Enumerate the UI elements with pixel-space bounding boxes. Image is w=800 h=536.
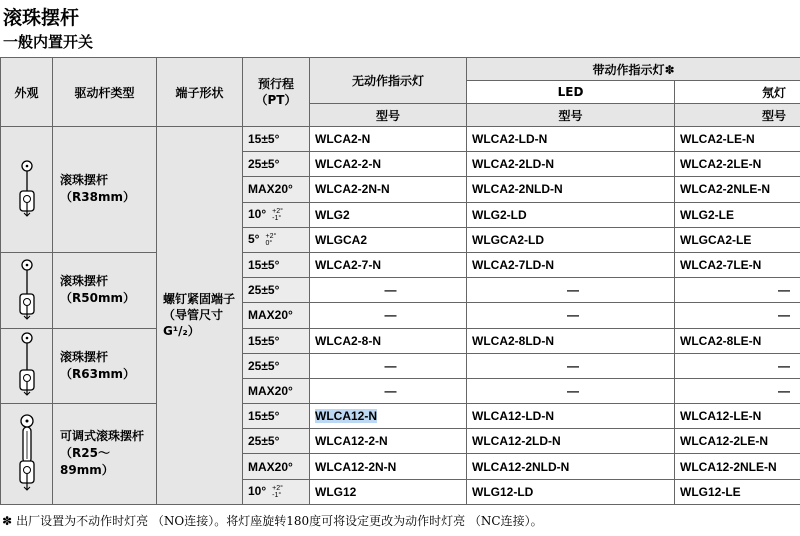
- model-led: [467, 479, 675, 504]
- model-led: [467, 353, 675, 378]
- lever-name: 滚珠摆杆: [60, 349, 109, 364]
- model-neon: [675, 454, 800, 479]
- model-no: [310, 454, 467, 479]
- pretravel-cell: [243, 378, 310, 403]
- header-model-neon: 型号: [675, 104, 800, 127]
- model-neon: [675, 252, 800, 277]
- lever-radius: （R63mm）: [60, 366, 135, 381]
- pretravel-tolerance: [265, 233, 276, 247]
- pretravel-value: MAX20°: [248, 182, 293, 197]
- pretravel-cell: [243, 353, 310, 378]
- pretravel-value: MAX20°: [248, 308, 293, 323]
- lever-type-cell: [53, 328, 157, 404]
- model-number: WLCA2-LE-N: [680, 132, 755, 147]
- model-led: [467, 429, 675, 454]
- model-led: [467, 177, 675, 202]
- pretravel-value: 25±5°: [248, 283, 280, 298]
- pretravel-value: 25±5°: [248, 358, 280, 373]
- pretravel-cell: [243, 303, 310, 328]
- model-no: [310, 227, 467, 252]
- model-neon: [675, 479, 800, 504]
- pretravel-value: MAX20°: [248, 383, 293, 398]
- model-neon: [675, 202, 800, 227]
- model-no: [310, 378, 467, 403]
- pretravel-cell: [243, 127, 310, 152]
- table-row: [1, 404, 800, 429]
- model-led: [467, 152, 675, 177]
- model-number: WLG12-LD: [472, 484, 534, 499]
- model-neon: [675, 278, 800, 303]
- footnote-text: 出厂设置为不动作时灯亮 （NO连接）。将灯座旋转180度可将设定更改为动作时灯亮 （NC连接）。: [16, 514, 543, 528]
- model-neon: [675, 378, 800, 403]
- model-number: WLGCA2-LE: [680, 232, 752, 247]
- model-number: WLCA12-LE-N: [680, 409, 762, 424]
- roller-lever-r50-icon: [1, 252, 53, 328]
- model-neon: [675, 177, 800, 202]
- model-number: WLCA12-2NLE-N: [680, 459, 777, 474]
- model-no: [310, 353, 467, 378]
- pretravel-value: 10°: [248, 484, 267, 499]
- pretravel-value: 15±5°: [248, 258, 280, 273]
- model-number: —: [567, 283, 579, 298]
- lever-name: 滚珠摆杆: [60, 173, 109, 188]
- pretravel-value: 15±5°: [248, 333, 280, 348]
- model-neon: [675, 303, 800, 328]
- model-number: WLG2-LD: [472, 207, 527, 222]
- pretravel-cell: [243, 227, 310, 252]
- header-pretravel-label: 预行程: [257, 77, 294, 91]
- model-number: WLCA12-2N-N: [315, 459, 397, 474]
- model-number: WLG12-LE: [680, 484, 741, 499]
- pretravel-cell: [243, 152, 310, 177]
- model-number: WLCA2-7LD-N: [472, 258, 554, 273]
- model-led: [467, 328, 675, 353]
- adjustable-roller-lever-icon: [1, 404, 53, 505]
- tolerance-lower: 0°: [265, 240, 273, 248]
- model-number: WLCA2-7LE-N: [680, 258, 762, 273]
- lever-radius: （R25～89mm）: [60, 446, 114, 478]
- pretravel-cell: [243, 252, 310, 277]
- model-neon: [675, 353, 800, 378]
- model-number: WLG12: [315, 484, 357, 499]
- pretravel-cell: [243, 404, 310, 429]
- model-number: —: [384, 383, 397, 398]
- header-with-indicator: 带动作指示灯✽: [467, 58, 800, 81]
- model-number: WLCA2-8-N: [315, 333, 381, 348]
- model-number: WLCA2-LD-N: [472, 132, 548, 147]
- model-neon: [675, 227, 800, 252]
- model-number: WLCA2-2N-N: [315, 182, 390, 197]
- header-pretravel: [243, 58, 310, 127]
- pretravel-value: 15±5°: [248, 409, 280, 424]
- tolerance-upper: +2°: [272, 485, 283, 493]
- model-number: WLCA2-2-N: [315, 157, 381, 172]
- pretravel-tolerance: [272, 485, 283, 499]
- model-no: [310, 177, 467, 202]
- model-number: WLCA2-2NLD-N: [472, 182, 563, 197]
- model-number: —: [778, 358, 790, 373]
- lever-type-cell: [53, 404, 157, 505]
- model-neon: [675, 152, 800, 177]
- pretravel-value: 15±5°: [248, 132, 280, 147]
- model-number: —: [567, 383, 579, 398]
- model-number: WLCA12-N: [315, 409, 377, 424]
- model-led: [467, 202, 675, 227]
- model-number: —: [567, 308, 579, 323]
- header-model-no: 型号: [310, 104, 467, 127]
- table-row: [1, 252, 800, 277]
- tolerance-lower: -1°: [272, 492, 282, 500]
- header-appearance: 外观: [1, 58, 53, 127]
- model-led: [467, 454, 675, 479]
- footnote-mark: ✽: [2, 514, 13, 528]
- pretravel-cell: [243, 328, 310, 353]
- table-row: [1, 127, 800, 152]
- pretravel-tolerance: [272, 208, 283, 222]
- model-number: WLCA12-2-N: [315, 434, 388, 449]
- header-neon: 氖灯: [675, 81, 800, 104]
- header-lever-type: 驱动杆类型: [53, 58, 157, 127]
- model-no: [310, 303, 467, 328]
- model-number: WLCA12-2NLD-N: [472, 459, 570, 474]
- model-no: [310, 404, 467, 429]
- model-neon: [675, 404, 800, 429]
- pretravel-cell: [243, 454, 310, 479]
- pretravel-value: MAX20°: [248, 459, 293, 474]
- model-no: [310, 328, 467, 353]
- pretravel-cell: [243, 278, 310, 303]
- model-no: [310, 152, 467, 177]
- model-neon: [675, 127, 800, 152]
- lever-type-cell: [53, 252, 157, 328]
- pretravel-value: 25±5°: [248, 157, 280, 172]
- model-led: [467, 378, 675, 403]
- model-led: [467, 303, 675, 328]
- model-no: [310, 278, 467, 303]
- model-neon: [675, 328, 800, 353]
- lever-name: 滚珠摆杆: [60, 274, 109, 289]
- model-number: WLCA2-N: [315, 132, 371, 147]
- pretravel-cell: [243, 429, 310, 454]
- model-number: WLCA2-8LD-N: [472, 333, 554, 348]
- header-pretravel-unit: （PT）: [255, 93, 297, 107]
- tolerance-lower: -1°: [272, 215, 282, 223]
- model-number: WLGCA2: [315, 232, 367, 247]
- model-number: WLG2: [315, 207, 350, 222]
- product-table: [0, 57, 800, 505]
- model-number: WLCA2-2NLE-N: [680, 182, 770, 197]
- pretravel-value: 25±5°: [248, 434, 280, 449]
- model-led: [467, 127, 675, 152]
- model-number: WLG2-LE: [680, 207, 734, 222]
- model-number: —: [384, 283, 397, 298]
- model-no: [310, 429, 467, 454]
- roller-lever-r63-icon: [1, 328, 53, 404]
- lever-name: 可调式滚珠摆杆: [60, 429, 145, 444]
- model-led: [467, 404, 675, 429]
- roller-lever-r38-icon: [1, 127, 53, 253]
- header-model-led: 型号: [467, 104, 675, 127]
- pretravel-value: 5°: [248, 232, 260, 247]
- model-no: [310, 202, 467, 227]
- model-number: —: [567, 358, 579, 373]
- lever-type-cell: [53, 127, 157, 253]
- header-led: LED: [467, 81, 675, 104]
- model-no: [310, 252, 467, 277]
- model-number: —: [778, 283, 790, 298]
- pretravel-cell: [243, 202, 310, 227]
- model-number: —: [778, 308, 790, 323]
- model-number: WLCA2-2LE-N: [680, 157, 762, 172]
- model-led: [467, 278, 675, 303]
- tolerance-upper: +2°: [272, 208, 283, 216]
- pretravel-value: 10°: [248, 207, 267, 222]
- terminal-cell: 螺钉紧固端子（导管尺寸G¹/₂）: [157, 127, 243, 505]
- table-row: [1, 328, 800, 353]
- model-led: [467, 227, 675, 252]
- page-subtitle: 一般内置开关: [3, 33, 94, 51]
- lever-radius: （R50mm）: [60, 291, 135, 306]
- header-terminal: 端子形状: [157, 58, 243, 127]
- model-number: —: [384, 358, 397, 373]
- page-title: 滚珠摆杆: [3, 7, 80, 29]
- model-no: [310, 479, 467, 504]
- tolerance-upper: +2°: [265, 233, 277, 241]
- model-number: —: [778, 383, 790, 398]
- model-number: WLGCA2-LD: [472, 232, 544, 247]
- model-number: WLCA2-8LE-N: [680, 333, 762, 348]
- model-led: [467, 252, 675, 277]
- model-number: WLCA2-7-N: [315, 258, 381, 273]
- model-number: WLCA2-2LD-N: [472, 157, 554, 172]
- model-number: WLCA12-2LD-N: [472, 434, 561, 449]
- model-neon: [675, 429, 800, 454]
- header-no-indicator: 无动作指示灯: [310, 58, 467, 104]
- lever-radius: （R38mm）: [60, 190, 135, 205]
- pretravel-cell: [243, 479, 310, 504]
- model-no: [310, 127, 467, 152]
- model-number: —: [384, 308, 397, 323]
- footnote: [2, 512, 543, 529]
- model-number: WLCA12-LD-N: [472, 409, 554, 424]
- model-number: WLCA12-2LE-N: [680, 434, 769, 449]
- pretravel-cell: [243, 177, 310, 202]
